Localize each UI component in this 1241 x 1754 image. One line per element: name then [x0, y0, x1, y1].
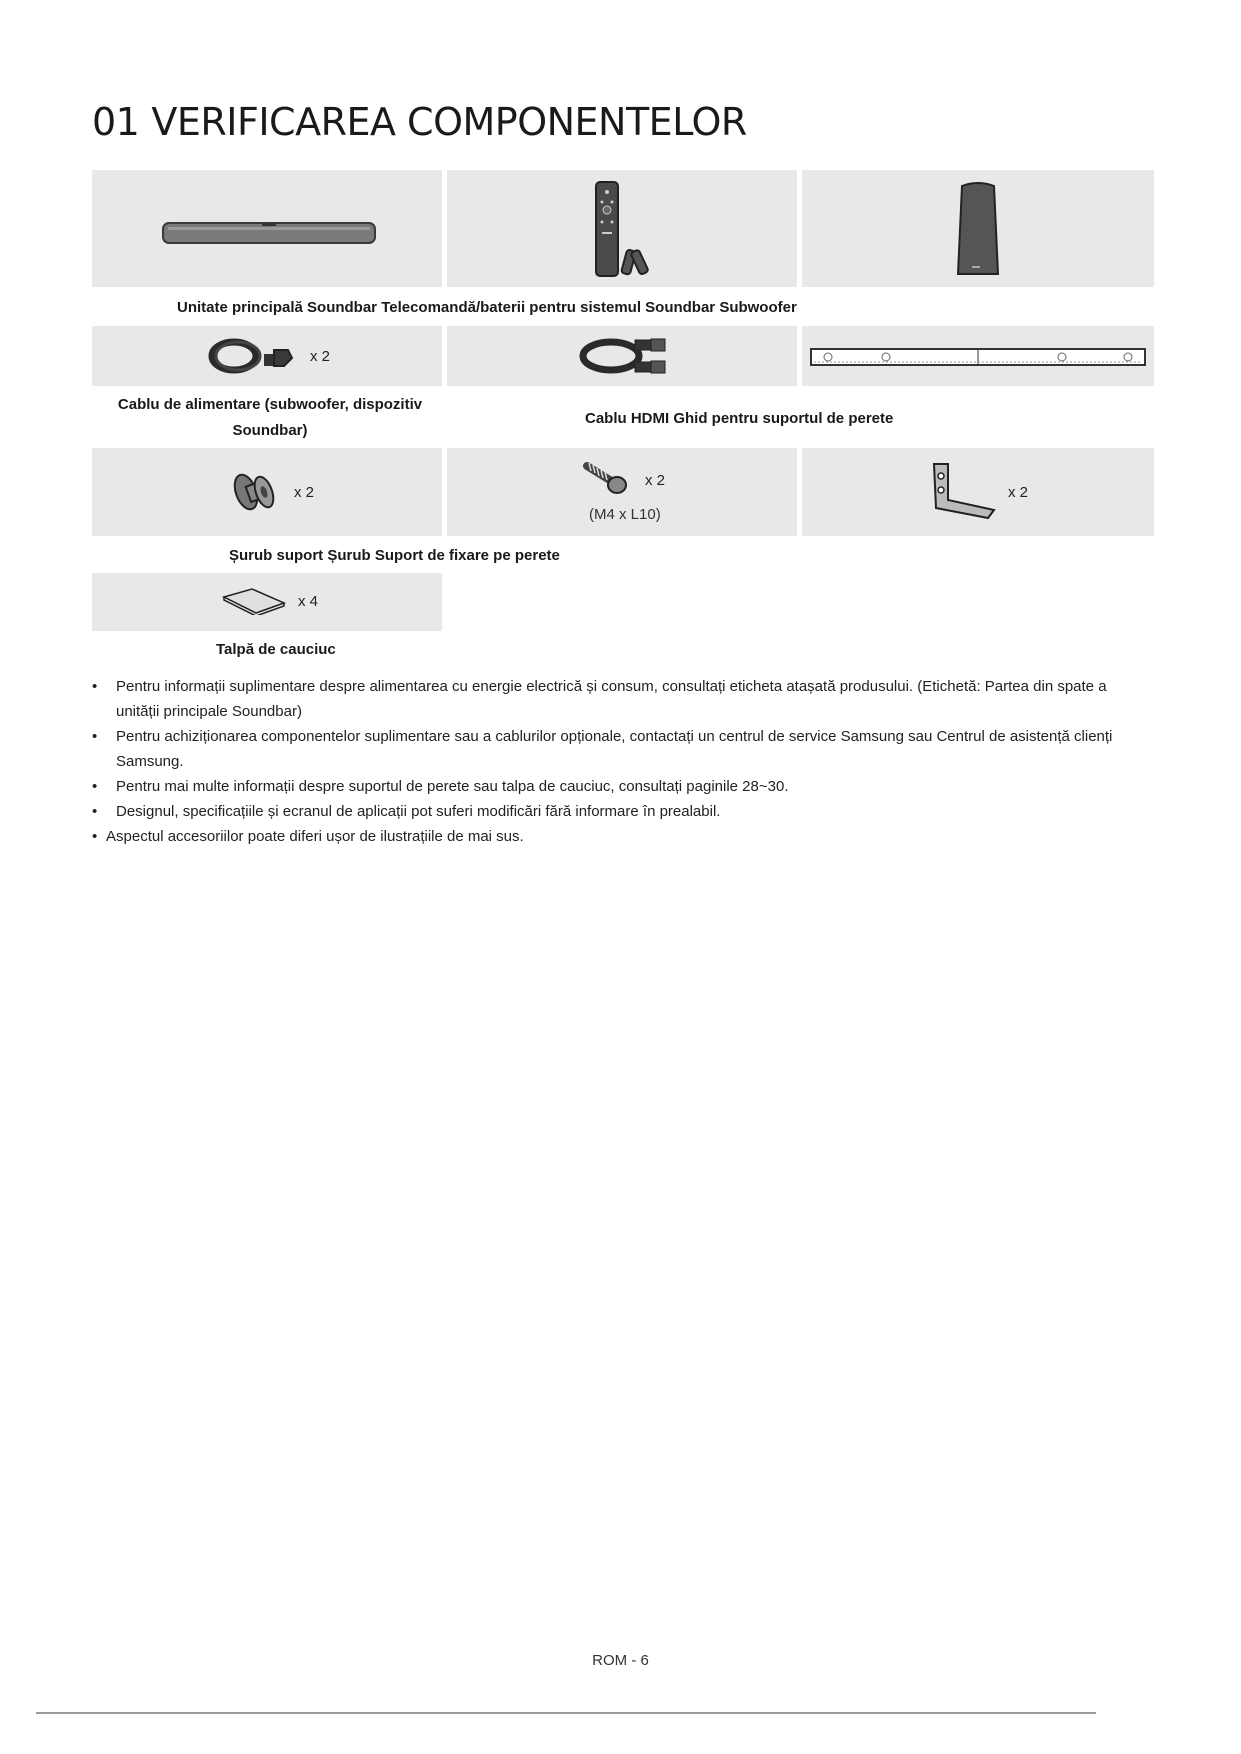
hdmi-cable-icon	[577, 334, 677, 378]
page-number: ROM - 6	[592, 1652, 649, 1669]
power-cable-qty: x 2	[310, 348, 331, 365]
rubber-foot-qty: x 4	[298, 593, 319, 610]
holder-screw-qty: x 2	[294, 484, 315, 501]
row3-caption: Șurub suport Șurub Suport de fixare pe perete	[229, 547, 560, 564]
soundbar-cell	[92, 170, 442, 287]
bracket-cell	[802, 448, 1154, 536]
hdmi-cable-cell	[447, 326, 797, 386]
subwoofer-cell	[802, 170, 1154, 287]
power-cable-caption: Cablu de alimentare (subwoofer, dispozitiv Soundbar)	[117, 396, 423, 439]
screw-qty: x 2	[645, 472, 666, 489]
screw-spec: (M4 x L10)	[589, 506, 661, 523]
holder-screw-cell	[92, 448, 442, 536]
wall-bracket-icon	[928, 460, 998, 522]
rubber-foot-cell	[92, 573, 442, 631]
bracket-qty: x 2	[1008, 484, 1029, 501]
screw-cell	[447, 448, 797, 536]
subwoofer-icon	[954, 182, 1002, 278]
wall-guide-cell	[802, 326, 1154, 386]
footer-rule	[36, 1712, 1096, 1714]
section-title: VERIFICAREA COMPONENTELOR	[151, 100, 747, 144]
page-title	[92, 100, 747, 144]
note-item: • Pentru informații suplimentare despre alimentarea cu energie electrică și consum, consultați eticheta atașată produsului. (Etichetă: Partea din spate a unității principale Soundbar)	[92, 674, 1152, 724]
power-cable-cell	[92, 326, 442, 386]
screw-icon	[583, 460, 629, 496]
notes-list	[92, 674, 1152, 849]
note-item: • Aspectul accesoriilor poate diferi ușor de ilustrațiile de mai sus.	[92, 824, 1152, 849]
power-cable-icon	[208, 336, 296, 376]
section-number: 01	[92, 100, 140, 144]
remote-cell	[447, 170, 797, 287]
soundbar-icon	[162, 220, 376, 246]
wall-mount-guide-icon	[810, 347, 1146, 367]
remote-batteries-icon	[590, 180, 654, 280]
rubber-foot-caption: Talpă de cauciuc	[216, 641, 336, 658]
note-item: • Pentru mai multe informații despre suportul de perete sau talpa de cauciuc, consultați paginile 28~30.	[92, 774, 1152, 799]
rubber-foot-icon	[222, 587, 286, 615]
note-item: • Designul, specificațiile și ecranul de aplicații pot suferi modificări fără informare în prealabil.	[92, 799, 1152, 824]
row1-caption: Unitate principală Soundbar Telecomandă/baterii pentru sistemul Soundbar Subwoofer	[177, 299, 797, 316]
row2-right-caption: Cablu HDMI Ghid pentru suportul de perete	[585, 410, 894, 427]
holder-screw-icon	[228, 468, 278, 516]
note-item: • Pentru achiziționarea componentelor suplimentare sau a cablurilor opționale, contactați un centrul de service Samsung sau Centrul de asistență clienți Samsung.	[92, 724, 1152, 774]
